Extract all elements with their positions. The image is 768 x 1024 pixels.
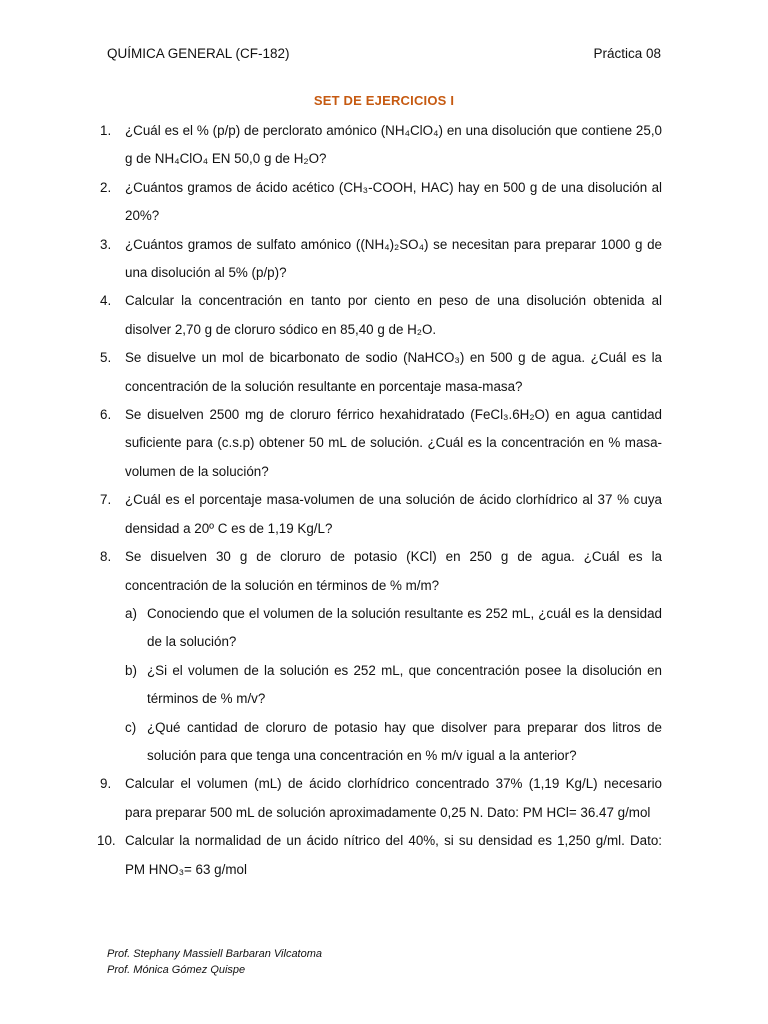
exercise-text: Calcular la normalidad de un ácido nítrico del 40%, si su densidad es 1,250 g/ml. Dato: PM HNO₃= 63 g/mol bbox=[125, 833, 662, 877]
sub-question bbox=[100, 714, 662, 771]
professor-name: Prof. Mónica Gómez Quispe bbox=[107, 964, 246, 976]
sub-question bbox=[100, 600, 662, 657]
exercise-item bbox=[100, 117, 662, 174]
exercise-item bbox=[100, 770, 662, 827]
sub-question-text: ¿Si el volumen de la solución es 252 mL, que concentración posee la disolución en términos de % m/v? bbox=[147, 662, 662, 707]
professor-name: Prof. Stephany Massiell Barbaran Vilcatoma bbox=[107, 948, 323, 960]
exercise-item bbox=[100, 287, 662, 344]
sub-question-text: Conociendo que el volumen de la solución resultante es 252 mL, ¿cuál es la densidad de la solución? bbox=[147, 605, 662, 650]
practice-label: Práctica 08 bbox=[593, 46, 661, 61]
exercise-item bbox=[100, 344, 662, 401]
exercise-item bbox=[100, 401, 662, 486]
exercise-text: ¿Cuál es el porcentaje masa-volumen de una solución de ácido clorhídrico al 37 % cuya densidad a 20º C es de 1,19 Kg/L? bbox=[125, 492, 662, 536]
sub-question bbox=[100, 657, 662, 714]
exercise-text: Se disuelven 30 g de cloruro de potasio (KCl) en 250 g de agua. ¿Cuál es la concentración de la solución en términos de % m/m? bbox=[125, 549, 662, 593]
exercise-list bbox=[97, 117, 662, 884]
exercise-text: Calcular la concentración en tanto por ciento en peso de una disolución obtenida al disolver 2,70 g de cloruro sódico en 85,40 g de H₂O. bbox=[125, 293, 662, 337]
exercise-item bbox=[100, 486, 662, 543]
exercise-text: Calcular el volumen (mL) de ácido clorhídrico concentrado 37% (1,19 Kg/L) necesario para preparar 500 mL de solución aproximadamente 0,25 N. Dato: PM HCl= 36.47 g/mol bbox=[125, 776, 662, 820]
page-header bbox=[107, 46, 661, 61]
page-footer bbox=[107, 946, 322, 978]
exercise-item bbox=[100, 543, 662, 600]
exercise-text: ¿Cuál es el % (p/p) de perclorato amónico (NH₄ClO₄) en una disolución que contiene 25,0 g de NH₄ClO₄ EN 50,0 g de H₂O? bbox=[125, 123, 662, 167]
sub-question-letter: b) bbox=[125, 662, 137, 678]
exercise-number: 8. bbox=[100, 549, 112, 565]
course-title: QUÍMICA GENERAL (CF-182) bbox=[107, 46, 290, 61]
exercise-item bbox=[97, 827, 662, 884]
exercise-text: Se disuelve un mol de bicarbonato de sodio (NaHCO₃) en 500 g de agua. ¿Cuál es la concentración de la solución resultante en porcentaje masa-masa? bbox=[125, 350, 662, 394]
exercise-text: ¿Cuántos gramos de ácido acético (CH₃-COOH, HAC) hay en 500 g de una disolución al 20%? bbox=[125, 179, 662, 224]
exercise-number: 1. bbox=[100, 123, 112, 138]
sub-question-text: ¿Qué cantidad de cloruro de potasio hay que disolver para preparar dos litros de solución para que tenga una concentración en % m/v igual a la anterior? bbox=[147, 719, 662, 763]
exercise-number: 10. bbox=[97, 833, 116, 849]
exercise-number: 2. bbox=[100, 179, 112, 195]
exercise-number: 5. bbox=[100, 350, 112, 366]
exercise-number: 9. bbox=[100, 776, 112, 792]
exercise-item bbox=[100, 231, 662, 288]
sub-question-letter: a) bbox=[125, 605, 137, 621]
exercise-text: Se disuelven 2500 mg de cloruro férrico hexahidratado (FeCl₃.6H₂O) en agua cantidad suficiente para (c.s.p) obtener 50 mL de solución. ¿Cuál es la concentración en % masa-volumen de la solución? bbox=[125, 407, 662, 479]
exercise-number: 3. bbox=[100, 236, 112, 252]
exercise-number: 7. bbox=[100, 492, 112, 508]
exercise-set-title: SET DE EJERCICIOS I bbox=[313, 93, 455, 108]
sub-question-letter: c) bbox=[125, 719, 137, 735]
exercise-text: ¿Cuántos gramos de sulfato amónico ((NH₄)₂SO₄) se necesitan para preparar 1000 g de una disolución al 5% (p/p)? bbox=[125, 236, 662, 281]
exercise-item bbox=[100, 174, 662, 231]
exercise-number: 6. bbox=[100, 407, 112, 423]
exercise-number: 4. bbox=[100, 293, 112, 309]
